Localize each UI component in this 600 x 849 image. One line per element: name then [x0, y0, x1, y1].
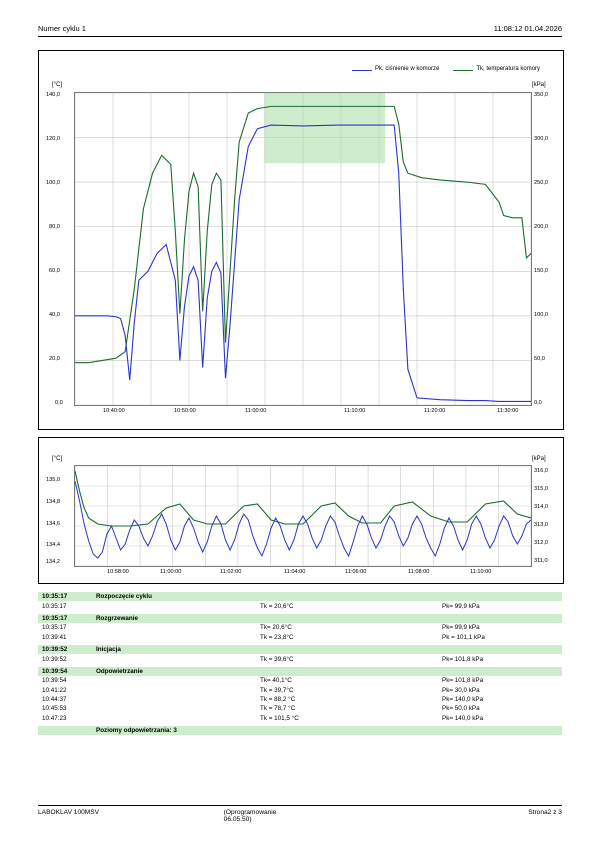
cycle-number: Numer cyklu 1: [38, 24, 86, 33]
event-temperature: Tk = 39,7°C: [260, 686, 294, 694]
line-swatch-icon: [453, 70, 473, 71]
cycle-y2tick: 350,0: [534, 92, 548, 98]
cycle-chart-canvas: [75, 93, 531, 405]
event-group-row: [38, 645, 562, 654]
software-version: (Oprogramowanie 06.05.50): [223, 809, 277, 823]
steril-xtick: 11:06:00: [345, 569, 367, 575]
event-row: [38, 695, 562, 704]
event-row: [38, 714, 562, 723]
cycle-ytick: 120,0: [46, 136, 60, 142]
steril-y2tick: 312,0: [534, 540, 548, 546]
cycle-y2tick: 100,0: [534, 312, 548, 318]
cycle-ytick: 100,0: [46, 180, 60, 186]
steril-xtick: 11:00:00: [160, 569, 182, 575]
steril-ylabel-right: [kPa]: [532, 456, 546, 462]
event-name: Rozgrzewanie: [96, 614, 138, 622]
events-table: [38, 592, 562, 735]
event-row: [38, 623, 562, 632]
event-time: 10:39:54: [42, 677, 67, 685]
steril-ytick: 134,2: [46, 559, 60, 565]
event-temperature: Tk = 101,5 °C: [260, 714, 299, 722]
steril-xtick: 11:02:00: [220, 569, 242, 575]
cycle-y2tick: 0,0: [534, 400, 542, 406]
event-temperature: Tk = 88,2 °C: [260, 696, 296, 704]
footer-divider: [38, 805, 562, 806]
event-pressure: Pk= 140,0 kPa: [442, 714, 484, 722]
steril-xtick: 11:04:00: [284, 569, 306, 575]
legend-label-pressure: Pk, ciśnienie w komorze: [375, 66, 440, 72]
event-name: Inicjacja: [96, 646, 121, 654]
page-footer: [38, 809, 562, 823]
cycle-y2tick: 200,0: [534, 224, 548, 230]
event-row: [38, 633, 562, 642]
event-row: [38, 601, 562, 610]
steril-xtick: 11:08:00: [408, 569, 430, 575]
event-pressure: Pk= 140,0 kPa: [442, 696, 484, 704]
cycle-legend: [352, 66, 540, 74]
steril-y2tick: 314,0: [534, 504, 548, 510]
event-pressure: Pk= 99,9 kPa: [442, 624, 480, 632]
cycle-xtick: 10:40:00: [103, 408, 125, 414]
cycle-xtick: 11:20:00: [424, 408, 446, 414]
steril-ytick: 134,6: [46, 521, 60, 527]
steril-y2tick: 315,0: [534, 486, 548, 492]
event-row: [38, 686, 562, 695]
event-time: 10:35:17: [42, 614, 68, 622]
event-name: Odpowietrzanie: [96, 667, 143, 675]
event-time: 10:35:17: [42, 602, 67, 610]
event-pressure: Pk = 101,1 kPa: [442, 633, 485, 641]
event-time: 10:45:53: [42, 705, 67, 713]
cycle-y2tick: 150,0: [534, 268, 548, 274]
event-group-row: [38, 667, 562, 676]
cycle-ylabel-left: [°C]: [52, 82, 63, 88]
steril-y2tick: 316,0: [534, 468, 548, 474]
event-temperature: Tk = 39,6°C: [260, 655, 294, 663]
cycle-xtick: 11:30:00: [497, 408, 519, 414]
cycle-ytick: 140,0: [46, 92, 60, 98]
event-time: 10:39:41: [42, 633, 67, 641]
steril-xtick: 10:58:00: [107, 569, 129, 575]
event-group-row: [38, 592, 562, 601]
event-pressure: Pk= 101,8 kPa: [442, 677, 484, 685]
event-time: 10:39:52: [42, 655, 67, 663]
line-swatch-icon: [352, 70, 372, 71]
timestamp: 11:08:12 01.04.2026: [493, 24, 562, 33]
event-pressure: Pk= 30,0 kPa: [442, 686, 480, 694]
event-temperature: Tk= 40,1°C: [260, 677, 292, 685]
cycle-xtick: 10:50:00: [174, 408, 196, 414]
steril-y2tick: 311,0: [534, 558, 548, 564]
event-time: 10:44:37: [42, 696, 67, 704]
steril-ytick: 134,4: [46, 542, 60, 548]
event-time: 10:35:17: [42, 624, 67, 632]
event-time: 10:41:22: [42, 686, 67, 694]
page-header: [38, 24, 562, 33]
event-row: [38, 704, 562, 713]
steril-plot-frame: [74, 465, 532, 567]
event-pressure: Pk= 50,0 kPa: [442, 705, 480, 713]
event-time: 10:35:17: [42, 593, 68, 601]
event-name: Poziomy odpowietrzania: 3: [96, 727, 177, 735]
event-temperature: Tk= 20,6°C: [260, 624, 292, 632]
event-time: 10:39:52: [42, 646, 68, 654]
event-temperature: Tk = 23,8°C: [260, 633, 294, 641]
legend-item-temperature: [453, 66, 540, 74]
cycle-plot-frame: [74, 92, 532, 406]
cycle-y2tick: 250,0: [534, 180, 548, 186]
event-group-row: [38, 614, 562, 623]
event-row: [38, 676, 562, 685]
event-row: [38, 654, 562, 663]
legend-item-pressure: [352, 66, 439, 74]
cycle-ytick: 60,0: [49, 268, 60, 274]
cycle-y2tick: 300,0: [534, 136, 548, 142]
cycle-ytick: 40,0: [49, 312, 60, 318]
cycle-y2tick: 50,0: [534, 356, 545, 362]
event-group-row: [38, 726, 562, 735]
steril-xtick: 11:10:00: [470, 569, 492, 575]
legend-label-temperature: Tk, temperatura komory: [476, 66, 541, 72]
steril-ytick: 135,0: [46, 477, 60, 483]
event-temperature: Tk = 20,6°C: [260, 602, 294, 610]
event-name: Rozpoczęcie cyklu: [96, 593, 152, 601]
steril-ylabel-left: [°C]: [52, 456, 63, 462]
page-number: Strona2 z 3: [528, 809, 562, 816]
cycle-ytick: 0,0: [55, 400, 63, 406]
cycle-xtick: 11:00:00: [245, 408, 267, 414]
cycle-ylabel-right: [kPa]: [532, 82, 546, 88]
cycle-xtick: 11:10:00: [344, 408, 366, 414]
cycle-ytick: 20,0: [49, 356, 60, 362]
event-pressure: Pk= 101,8 kPa: [442, 655, 484, 663]
header-divider: [38, 36, 562, 37]
event-time: 10:47:23: [42, 714, 67, 722]
steril-chart-canvas: [75, 466, 531, 566]
steril-ytick: 134,8: [46, 499, 60, 505]
device-name: LABOKLAV 100MSV: [38, 809, 100, 816]
event-temperature: Tk = 78,7 °C: [260, 705, 296, 713]
cycle-ytick: 80,0: [49, 224, 60, 230]
event-pressure: Pk= 99,9 kPa: [442, 602, 480, 610]
steril-y2tick: 313,0: [534, 522, 548, 528]
event-time: 10:39:54: [42, 667, 68, 675]
